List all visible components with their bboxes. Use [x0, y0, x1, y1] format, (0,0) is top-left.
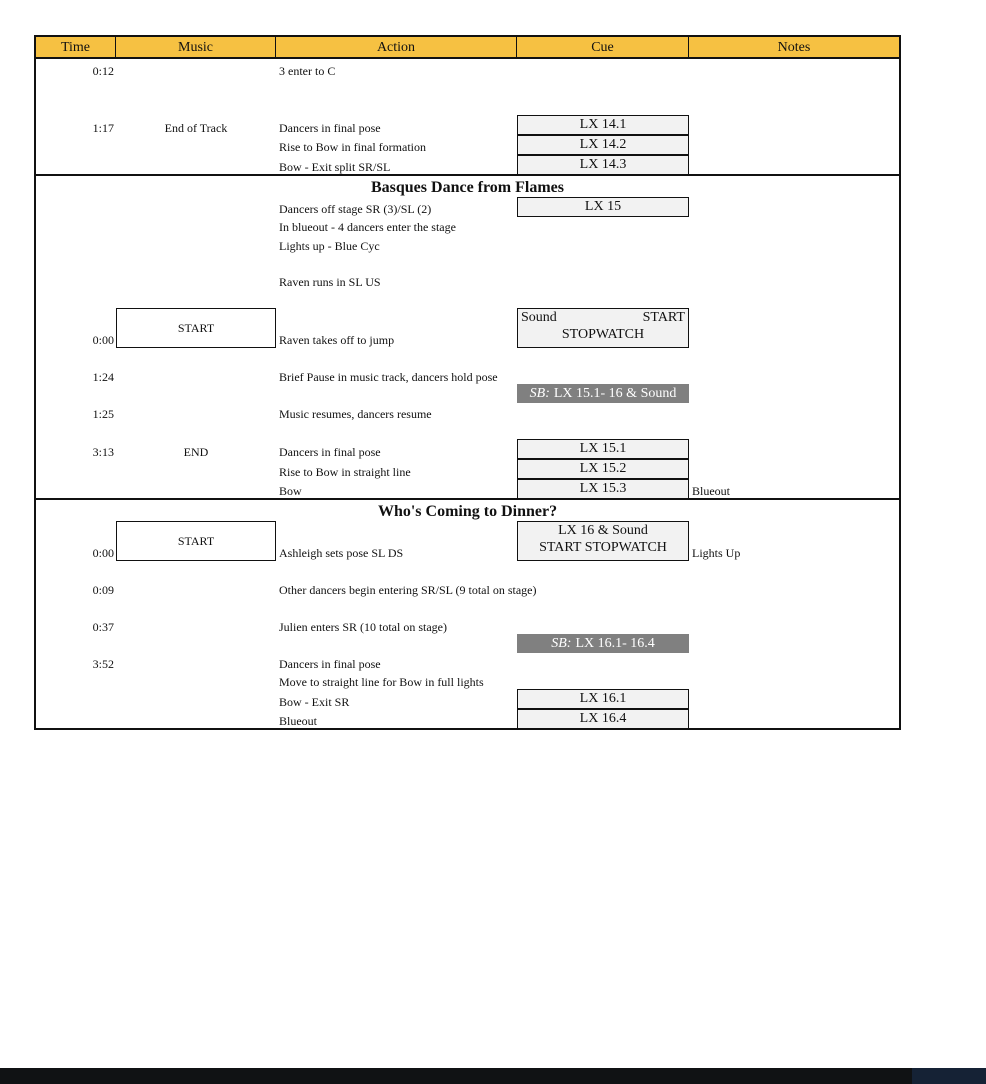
cue-box[interactable]: LX 16.1 [517, 689, 689, 709]
time-cell[interactable]: 1:24 [92, 370, 114, 384]
time-cell[interactable]: 0:09 [92, 583, 114, 597]
cue-box[interactable]: LX 14.1 [517, 115, 689, 135]
cue-line2: START STOPWATCH [539, 540, 667, 555]
time-cell[interactable]: 1:17 [92, 121, 114, 135]
standby-prefix: SB: [551, 636, 572, 651]
time-cell[interactable]: 1:25 [92, 407, 114, 421]
notes-cell[interactable]: Lights Up [692, 546, 741, 560]
section-title[interactable]: Basques Dance from Flames [370, 179, 565, 196]
music-cell[interactable]: END [183, 445, 209, 459]
header-action[interactable]: Action [276, 37, 517, 59]
action-cell[interactable]: Dancers off stage SR (3)/SL (2) [279, 202, 432, 216]
action-cell[interactable]: Bow - Exit split SR/SL [279, 160, 391, 174]
cue-box[interactable]: LX 15.1 [517, 439, 689, 459]
standby-cue[interactable] [517, 384, 689, 403]
action-cell[interactable]: In blueout - 4 dancers enter the stage [279, 220, 456, 234]
action-cell[interactable]: Brief Pause in music track, dancers hold pose [279, 370, 498, 384]
action-cell[interactable]: Dancers in final pose [279, 445, 381, 459]
action-cell[interactable]: Music resumes, dancers resume [279, 407, 432, 421]
action-cell[interactable]: Move to straight line for Bow in full lights [279, 675, 484, 689]
action-cell[interactable]: Rise to Bow in final formation [279, 140, 426, 154]
standby-prefix: SB: [529, 386, 550, 401]
action-cell[interactable]: 3 enter to C [279, 64, 336, 78]
cue-sound-line2: STOPWATCH [561, 327, 645, 342]
cue-box[interactable]: LX 14.2 [517, 135, 689, 155]
time-cell[interactable]: 3:13 [92, 445, 114, 459]
action-cell[interactable]: Blueout [279, 714, 317, 728]
cue-box-sound[interactable] [517, 308, 689, 348]
cue-sound-right: START [642, 310, 685, 325]
music-start-box[interactable]: START [116, 308, 276, 348]
action-cell[interactable]: Raven runs in SL US [279, 275, 381, 289]
cue-sound-left: Sound [521, 310, 557, 325]
cue-line1: LX 16 & Sound [558, 523, 648, 538]
action-cell[interactable]: Ashleigh sets pose SL DS [279, 546, 404, 560]
music-start-box[interactable]: START [116, 521, 276, 561]
cue-sheet [34, 35, 901, 730]
cue-box[interactable]: LX 14.3 [517, 155, 689, 175]
action-cell[interactable]: Bow - Exit SR [279, 695, 350, 709]
cue-box[interactable]: LX 16.4 [517, 709, 689, 729]
cue-box[interactable]: LX 15.3 [517, 479, 689, 499]
header-cue[interactable]: Cue [517, 37, 689, 59]
header-music[interactable]: Music [116, 37, 276, 59]
action-cell[interactable]: Rise to Bow in straight line [279, 465, 411, 479]
time-cell[interactable]: 0:00 [92, 546, 114, 560]
action-cell[interactable]: Julien enters SR (10 total on stage) [279, 620, 447, 634]
taskbar [0, 1068, 986, 1084]
cue-box[interactable]: LX 15 [517, 197, 689, 217]
standby-text: LX 15.1- 16 & Sound [553, 386, 677, 401]
standby-text: LX 16.1- 16.4 [575, 636, 655, 651]
cue-sound-line [518, 309, 688, 326]
action-cell[interactable]: Other dancers begin entering SR/SL (9 total on stage) [279, 583, 537, 597]
cue-box-sound[interactable] [517, 521, 689, 561]
standby-cue[interactable] [517, 634, 689, 653]
action-cell[interactable]: Raven takes off to jump [279, 333, 395, 347]
action-cell[interactable]: Lights up - Blue Cyc [279, 239, 380, 253]
action-cell[interactable]: Dancers in final pose [279, 121, 381, 135]
header-notes[interactable]: Notes [689, 37, 899, 59]
time-cell[interactable]: 0:00 [92, 333, 114, 347]
notes-cell[interactable]: Blueout [692, 484, 730, 498]
time-cell[interactable]: 0:12 [92, 64, 114, 78]
section-divider [36, 174, 899, 176]
section-divider [36, 498, 899, 500]
action-cell[interactable]: Dancers in final pose [279, 657, 381, 671]
music-cell[interactable]: End of Track [164, 121, 228, 135]
cue-box[interactable]: LX 15.2 [517, 459, 689, 479]
time-cell[interactable]: 0:37 [92, 620, 114, 634]
section-title[interactable]: Who's Coming to Dinner? [377, 503, 558, 520]
header-time[interactable]: Time [36, 37, 116, 59]
action-cell[interactable]: Bow [279, 484, 302, 498]
time-cell[interactable]: 3:52 [92, 657, 114, 671]
taskbar-corner[interactable] [912, 1068, 986, 1084]
